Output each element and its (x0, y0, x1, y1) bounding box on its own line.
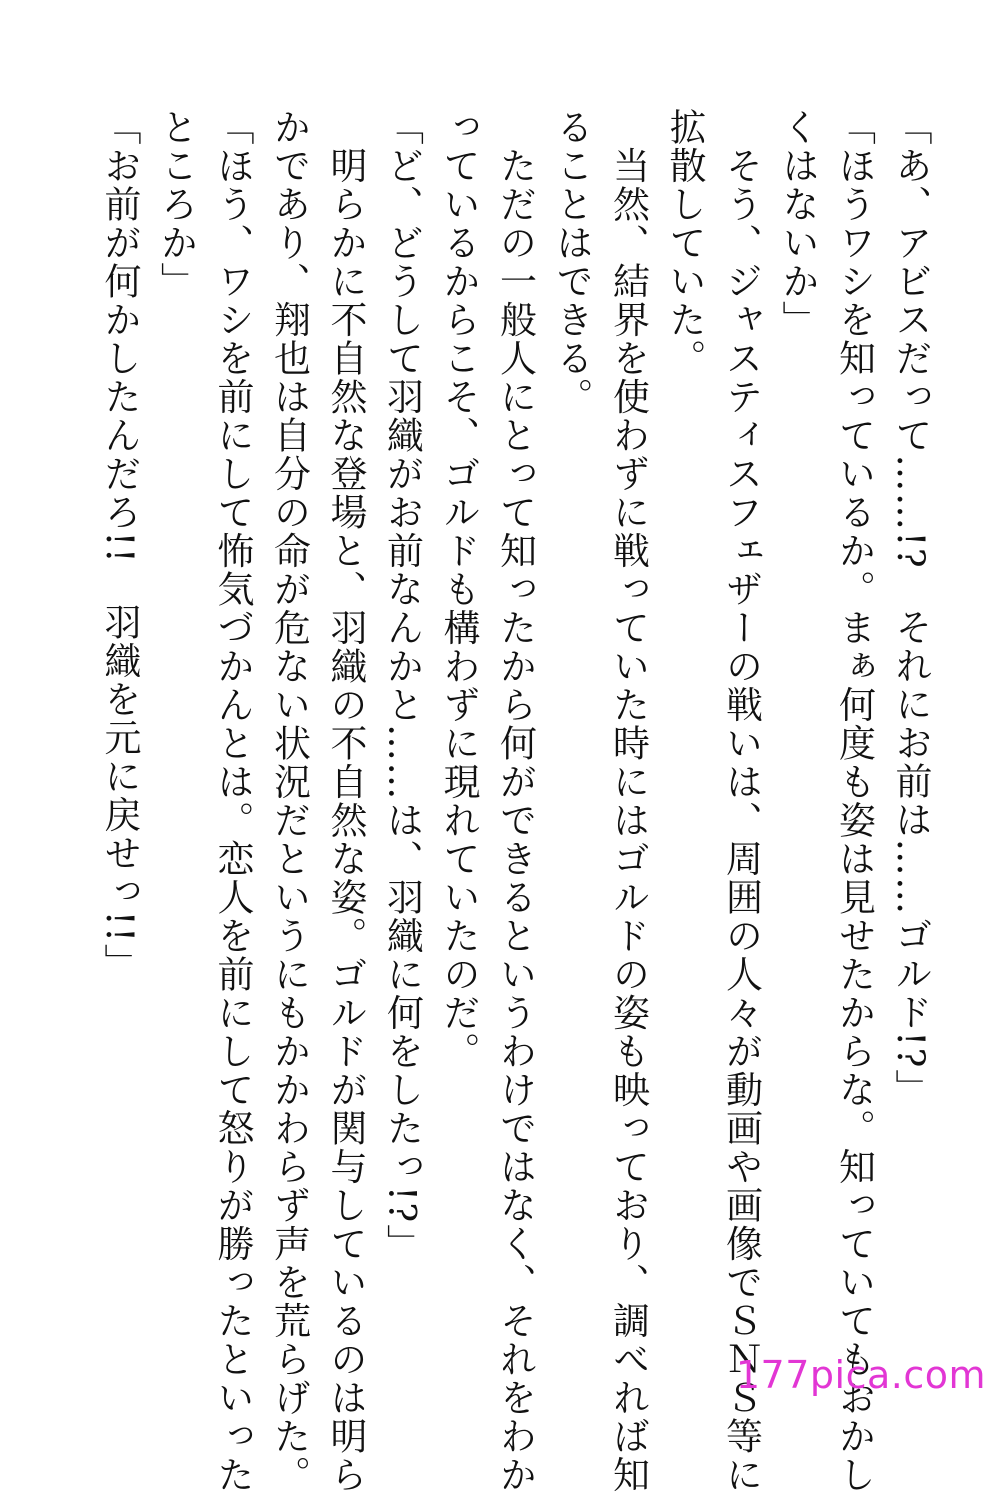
text-line: っているからこそ、ゴルドも構わずに現れていたのだ。 (437, 108, 480, 1071)
watermark-text: 177pica.com (735, 1353, 986, 1397)
text-line: 「あ、アビスだって……!? それにお前は……ゴルド!?」 (889, 108, 932, 1108)
text-line: 当然、結界を使わずに戦っていた時にはゴルドの姿も映っており、調べれば知 (606, 108, 650, 1494)
text-line: 「ほう、ワシを前にして怖気づかんとは。恋人を前にして怒りが勝ったといった (211, 108, 254, 1494)
text-line: 明らかに不自然な登場と、羽織の不自然な姿。ゴルドが関与しているのは明ら (324, 108, 367, 1494)
text-line: ることはできる。 (550, 108, 593, 416)
text-line: くはないか」 (776, 108, 819, 339)
text-line: 「お前が何かしたんだろ!! 羽織を元に戻せっ!!」 (98, 108, 141, 982)
text-line: 拡散していた。 (663, 108, 706, 378)
text-line: かであり、翔也は自分の命が危ない状況だというにもかかわらず声を荒らげた。 (267, 108, 311, 1494)
text-line: ただの一般人にとって知ったから何ができるというわけではなく、それをわか (493, 108, 537, 1494)
text-line: そう、ジャスティスフェザーの戦いは、周囲の人々が動画や画像でＳＮＳ等に (719, 108, 763, 1494)
text-line: ところか」 (154, 108, 198, 301)
text-line: 「ど、どうして羽織がお前なんかと……は、羽織に何をしたっ!?」 (380, 108, 424, 1263)
text-line: 「ほうワシを知っているか。まぁ何度も姿は見せたからな。知っていてもおかし (832, 108, 876, 1494)
